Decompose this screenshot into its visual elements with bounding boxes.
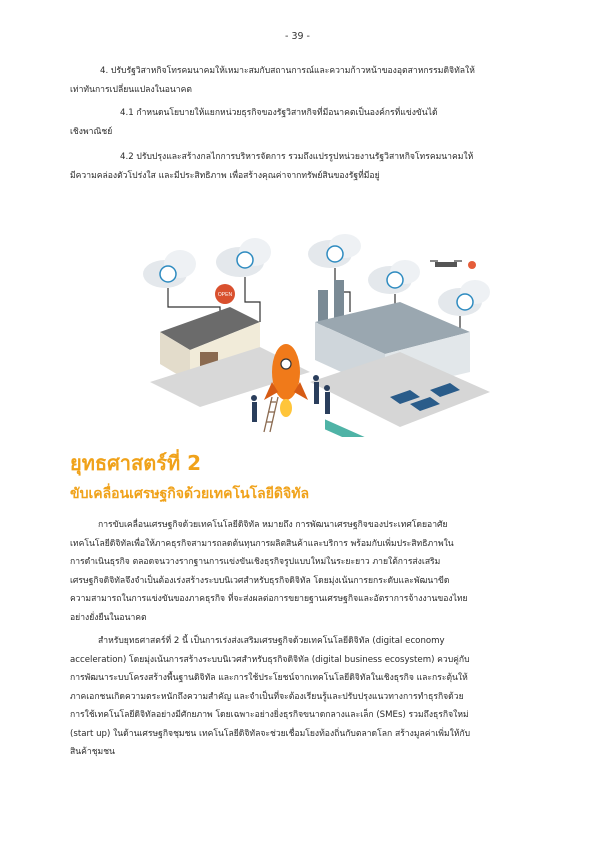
text-line: 4. ปรับรัฐวิสาหกิจโทรคมนาคมให้เหมาะสมกับสถานการณ์และความก้าวหน้าของอุตสาหกรรมดิจิทัลให้ [100,66,475,76]
cloud-icon [308,234,361,268]
section-4-paragraph [70,62,528,99]
cloud-icon [438,280,490,316]
text-line: เทคโนโลยีดิจิทัลเพื่อให้ภาคธุรกิจสามารถลดต้นทุนการผลิตสินค้าและบริการ พร้อมกับเพิ่มประสิทธิภาพใน [70,538,454,549]
text-line: 4.2 ปรับปรุงและสร้างกลไกการบริหารจัดการ รวมถึงแปรรูปหน่วยงานรัฐวิสาหกิจโทรคมนาคมให้ [120,152,474,162]
page-number: - 39 - [285,31,310,42]
cloud-icon [368,260,420,294]
drone-icon [430,260,476,269]
ladder [264,397,278,432]
body-paragraph-2 [70,632,528,762]
text-line: เท่าทันการเปลี่ยนแปลงในอนาคต [70,84,192,95]
strategy-subtitle: ขับเคลื่อนเศรษฐกิจด้วยเทคโนโลยีดิจิทัล [70,486,310,502]
digital-economy-illustration [140,232,500,437]
text-line: การดำเนินธุรกิจ ตลอดจนวางรากฐานการแข่งขันเชิงธุรกิจรูปแบบใหม่ในระยะยาว ภายใต้การส่งเสริม [70,557,441,567]
text-line: สำหรับยุทธศาสตร์ที่ 2 นี้ เป็นการเร่งส่งเสริมเศรษฐกิจด้วยเทคโนโลยีดิจิทัล (digital economy [98,636,445,646]
text-line: สินค้าชุมชน [70,747,115,757]
section-4-1-paragraph [70,104,528,141]
text-line: การใช้เทคโนโลยีดิจิทัลอย่างมีศักยภาพ โดยเฉพาะอย่างยิ่งธุรกิจขนาดกลางและเล็ก (SMEs) รวมถึงธุรกิจใหม่ [70,710,469,720]
cloud-icon [216,238,271,277]
text-line: ความสามารถในการแข่งขันของภาคธุรกิจ ที่จะส่งผลต่อการขยายฐานเศรษฐกิจและอัตราการจ้างงานของไทย [70,594,468,604]
text-line: อย่างยั่งยืนในอนาคต [70,612,147,623]
body-paragraph-1 [70,516,528,627]
strategy-title: ยุทธศาสตร์ที่ 2 [70,451,202,475]
text-line: มีความคล่องตัวโปร่งใส และมีประสิทธิภาพ เพื่อสร้างคุณค่าจากทรัพย์สินของรัฐที่มีอยู่ [70,170,380,181]
text-line: (start up) ในด้านเศรษฐกิจชุมชน เทคโนโลยีดิจิทัลจะช่วยเชื่อมโยงท้องถิ่นกับตลาดโลก สร้างมูลค่าเพิ่มให้กับ [70,728,471,739]
section-4-2-paragraph [70,148,528,185]
shop-sign: OPEN [217,292,233,298]
text-line: การพัฒนาระบบโครงสร้างพื้นฐานดิจิทัล และการใช้ประโยชน์จากเทคโนโลยีดิจิทัลในเชิงธุรกิจ และกระตุ้นให้ [70,673,468,683]
text-line: acceleration) โดยมุ่งเน้นการสร้างระบบนิเวศสำหรับธุรกิจดิจิทัล (digital business ecosystem) ควบคู่กับ [70,654,470,665]
text-line: เชิงพาณิชย์ [70,126,113,137]
text-line: การขับเคลื่อนเศรษฐกิจด้วยเทคโนโลยีดิจิทัล หมายถึง การพัฒนาเศรษฐกิจของประเทศโดยอาศัย [98,520,448,530]
cloud-icon [143,250,196,288]
text-line: 4.1 กำหนดนโยบายให้แยกหน่วยธุรกิจของรัฐวิสาหกิจที่มีอนาคตเป็นองค์กรที่แข่งขันได้ [120,108,438,118]
text-line: ภาคเอกชนเกิดความตระหนักถึงความสำคัญ และจำเป็นที่จะต้องเรียนรู้และปรับปรุงแนวทางการทำธุรกิจด้วย [70,691,464,702]
text-line: เศรษฐกิจดิจิทัลจึงจำเป็นต้องเร่งสร้างระบบนิเวศสำหรับธุรกิจดิจิทัล โดยมุ่งเน้นการยกระดับและพัฒนาขีด [70,575,450,586]
